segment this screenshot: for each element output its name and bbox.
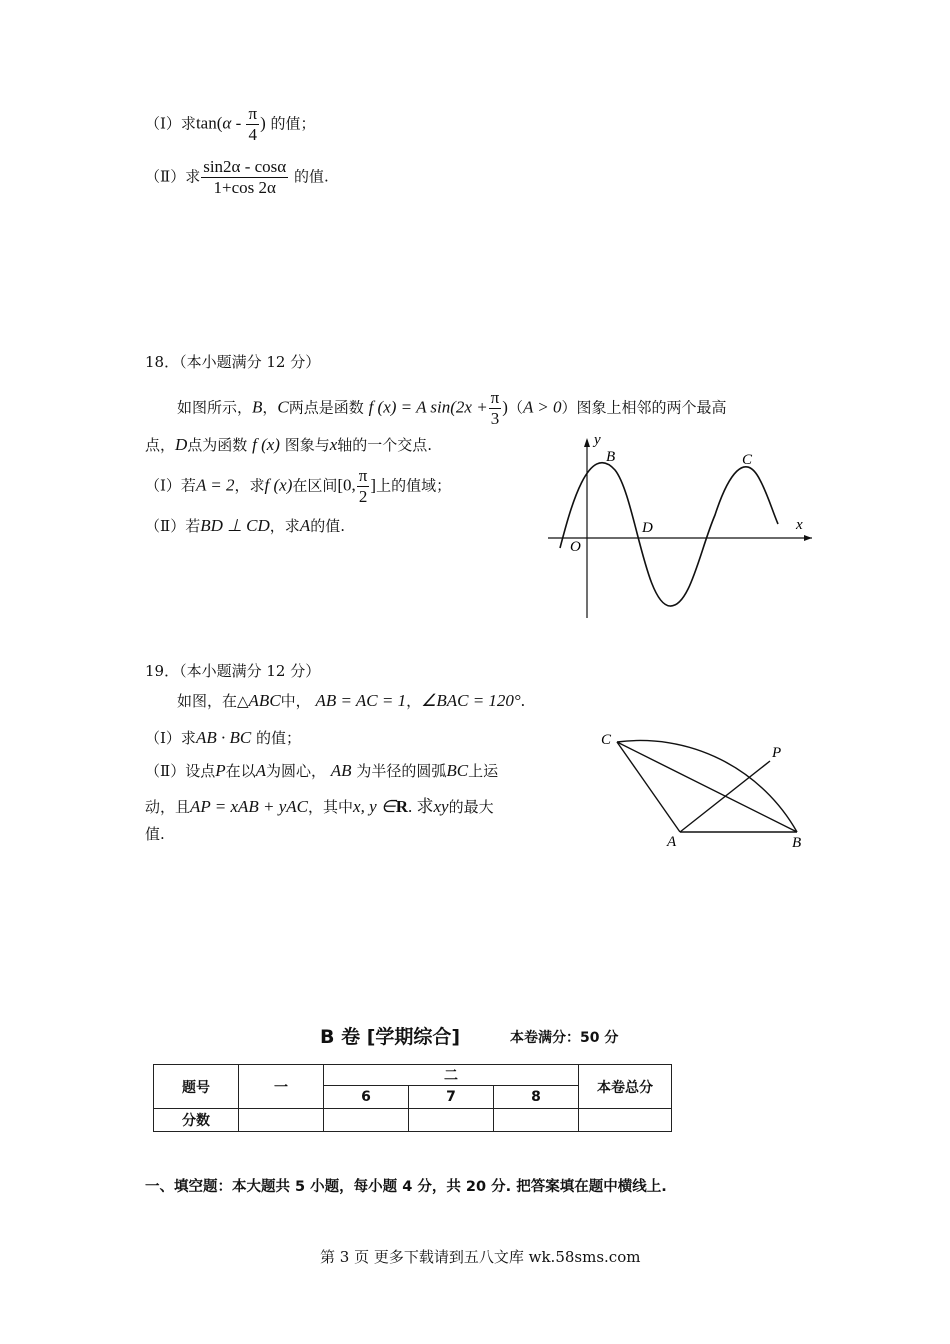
q19-part2-e: 为圆心， [266,762,327,780]
header-7: 7 [409,1086,494,1109]
score-cell-yi[interactable] [239,1109,324,1132]
q17-part1-suffix: 的值； [270,114,316,133]
q19-line3-e: R [395,797,408,816]
q17-part1-func: tan( [195,113,223,133]
q18-line2-e: 图象与 [284,436,330,454]
q19-line3-f: . 求 [407,797,434,816]
page-footer: 第 3 页 更多下载请到五八文库 wk.58sms.com [320,1248,641,1266]
q18-line1-close: ) [502,397,508,417]
label-y: y [594,432,601,448]
q19-part2-h: BC [446,761,469,780]
score-cell-total[interactable] [579,1109,672,1132]
q18-line2-c: 点为函数 [187,436,248,454]
label-c: C [742,452,753,468]
q19-part2-d: A [255,761,266,780]
q19-part1-a: （Ⅰ）求 [145,729,196,747]
q19-line3-h: 的最大 [448,798,494,816]
header-8: 8 [494,1086,579,1109]
q18-line2-d: f (x) [252,435,280,454]
q18-line2 [145,434,432,455]
q18-part1-a: （Ⅰ）若 [145,476,196,495]
q18-part1-fraction [357,466,370,507]
score-cell-7[interactable] [409,1109,494,1132]
q18-line2-b: D [175,435,188,454]
q18-part1-e: 在区间 [292,476,338,495]
q19-part2-g: 为半径的圆弧 [356,762,447,780]
q18-part1-g: ] [370,475,377,495]
q17-part2-num: sin2α - cosα [203,157,287,176]
label-origin: O [570,539,581,555]
q17-part1-prefix: （Ⅰ）求 [145,114,196,133]
q17-part1 [145,104,316,145]
q18-line1-j: ）图象上相邻的两个最高 [561,398,727,417]
q18-line2-g: 轴的一个交点. [337,436,433,454]
header-6: 6 [324,1086,409,1109]
q18-part2-e: 的值. [310,517,345,535]
q18-part1-f: [0, [337,475,356,495]
q18-sine-figure [540,430,820,625]
q19-part1-b: AB · BC [195,728,252,747]
q19-sector-figure [595,715,815,855]
q19-part1-c: 的值； [255,729,301,747]
q19-line3 [145,792,494,817]
q18-part1 [145,466,451,507]
q18-part2 [145,515,345,536]
q17-part1-frac-num: π [248,104,258,123]
q18-part2-b: BD ⊥ CD [200,516,270,535]
section-b-title: B 卷 [学期综合] [320,1026,461,1048]
label-c: C [601,732,612,748]
q18-header: 18．（本小题满分 12 分） [145,353,321,371]
q19-part2-a: （Ⅱ）设点 [145,762,216,780]
q19-part2-c: 在以 [225,762,256,780]
y-axis-arrow-icon [584,438,590,447]
q19-part1 [145,727,301,748]
label-p: P [772,745,782,761]
q19-line1-b: ABC [248,691,281,710]
q19-line3-g: xy [433,797,449,816]
q19-part2-f: AB [330,761,352,780]
q18-line1-b: B [252,397,263,417]
q18-line1-fraction [489,388,502,429]
q18-part2-a: （Ⅱ）若 [145,517,201,535]
segment-cb [617,742,797,832]
q17-part1-minus: - [231,113,246,133]
q18-part2-d: A [299,516,311,535]
header-total: 本卷总分 [579,1065,672,1109]
header-er: 二 [324,1065,579,1086]
q17-part1-frac-den: 4 [248,125,258,144]
label-d: D [642,520,653,536]
q19-part2 [145,760,498,781]
label-b: B [792,835,802,851]
q18-part1-frac-den: 2 [358,487,368,506]
q18-part1-d: f (x) [264,475,293,495]
q18-part1-c: ，求 [234,476,265,495]
q19-line3-b: AP = xAB + yAC [190,797,309,816]
q18-line1-a: 如图所示， [177,398,253,417]
q19-part2-b: P [215,761,226,780]
q18-line1-d: C [277,397,289,417]
score-cell-6[interactable] [324,1109,409,1132]
q18-part2-c: ，求 [269,517,300,535]
q19-line1-d: AB = AC = 1 [315,691,407,710]
q18-line1-frac-num: π [490,388,500,407]
q18-line1-cond: A > 0 [522,397,562,417]
q18-line1 [177,388,727,429]
q18-part1-b: A = 2 [195,475,235,495]
q18-line2-a: 点， [145,436,176,454]
label-x: x [796,517,803,533]
score-table [153,1064,672,1132]
sine-curve [560,463,778,606]
segment-ap [680,761,770,832]
section-b-full-marks: 本卷满分：50 分 [510,1030,619,1046]
q17-part2 [145,157,329,198]
q19-header: 19．（本小题满分 12 分） [145,662,321,680]
row-fenshu: 分数 [154,1109,239,1132]
q17-part1-fraction [246,104,259,145]
q19-line1-a: 如图，在△ [177,692,249,710]
q19-line1-f: ∠BAC = 120° [421,691,521,710]
q18-line1-c: ， [262,398,278,417]
q19-line3-a: 动，且 [145,798,191,816]
q19-line3-d: x, y ∈ [353,797,396,816]
label-a: A [667,834,677,850]
segment-ca [617,742,680,832]
q18-part1-h: 上的值域； [376,476,452,495]
q19-line4: 值. [145,825,165,843]
fill-in-heading: 一、填空题：本大题共 5 小题，每小题 4 分，共 20 分. 把答案填在题中横线上. [145,1179,667,1195]
q18-line1-func: f (x) = A sin(2x + [368,397,488,417]
q18-line1-e: 两点是函数 [288,398,364,417]
label-b: B [606,449,616,465]
q17-part1-var: α [222,113,232,133]
q19-line1-c: 中， [280,692,311,710]
header-tihao: 题号 [154,1065,239,1109]
q17-part1-close: ) [260,113,266,133]
q19-line1-g: . [520,691,525,710]
q18-part1-frac-num: π [358,466,368,485]
score-cell-8[interactable] [494,1109,579,1132]
x-axis-arrow-icon [804,535,812,541]
q18-line1-h: （ [507,398,523,417]
q17-part2-suffix: 的值. [293,167,329,186]
q19-line1 [177,690,525,711]
q17-part2-fraction [201,157,288,198]
q19-line1-e: ， [406,692,422,710]
header-yi: 一 [239,1065,324,1109]
q17-part2-prefix: （Ⅱ）求 [145,167,201,186]
q18-line1-frac-den: 3 [490,409,500,428]
q19-part2-i: 上运 [468,762,499,780]
q18-line2-f: x [329,435,338,454]
q17-part2-den: 1+cos 2α [213,178,276,197]
q19-line3-c: ，其中 [308,798,354,816]
